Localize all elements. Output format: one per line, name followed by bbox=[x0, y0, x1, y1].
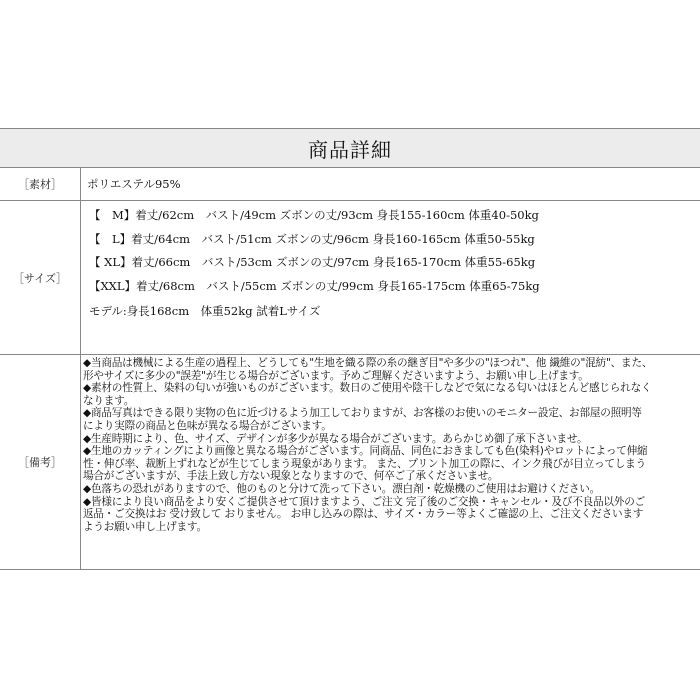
note-line: により実際の商品と色味が異なる場合がございます。 bbox=[83, 419, 332, 432]
material-row bbox=[0, 168, 700, 201]
page-title: 商品詳細 bbox=[308, 137, 392, 162]
note-line: ようお願い申し上げます。 bbox=[83, 520, 207, 533]
model-info: モデル:身長168cm 体重52kg 試着Lサイズ bbox=[89, 304, 321, 318]
note-line: なります。 bbox=[83, 394, 135, 407]
size-row bbox=[0, 201, 700, 355]
note-line: 返品・ご交換はお 受け致して おりません。 お申し込みの際は、サイズ・カラー等よくご確認の上、ご注文くださいます bbox=[83, 508, 644, 521]
size-line-l: 【 L】着丈/64cm バスト/51cm ズボンの丈/96cm 身長160-165cm 体重50-55kg bbox=[89, 231, 535, 246]
note-line: ◆生地のカッティングにより画像と異なる場合がございます。同商品、同色におきましても色(染料)やロットによって伸縮 bbox=[83, 445, 648, 458]
note-line: ◆商品写真はできる限り実物の色に近づけるよう加工しておりますが、お客様のお使いのモニター設定、お部屋の照明等 bbox=[83, 407, 642, 420]
note-line: 形やサイズに多少の"誤差"が生じる場合がございます。予めご理解くださいますよう、お願い申し上げます。 bbox=[83, 369, 589, 382]
note-line: 場合がございますが、手法上致し方ない現象となりますので、何卒ご了承くださいませ。 bbox=[83, 470, 499, 483]
product-details-table bbox=[0, 128, 700, 570]
notes-label: ［備考］ bbox=[0, 355, 81, 569]
note-line: ◆素材の性質上、染料の匂いが強いものがございます。数日のご使用や陰干しなどで気になる匂いはほとんど感じられなく bbox=[83, 382, 652, 395]
notes-content bbox=[81, 355, 700, 569]
note-line: 性・伸び率、裁断上ずれなどが生じてしまう現象があります。 また、プリント加工の際に、インク飛びが目立ってしまう bbox=[83, 457, 646, 470]
note-line: ◆当商品は機械による生産の過程上、どうしても"生地を織る際の糸の継ぎ目"や多少の"ほつれ"、他 繊維の"混紡"、また、 bbox=[83, 357, 653, 369]
size-line-xl: 【 XL】着丈/66cm バスト/53cm ズボンの丈/97cm 身長165-170cm 体重55-65kg bbox=[89, 255, 536, 269]
size-content bbox=[81, 201, 700, 354]
material-value: ポリエステル95% bbox=[87, 177, 181, 191]
title-bar bbox=[0, 129, 700, 168]
size-label: ［サイズ］ bbox=[0, 201, 81, 354]
note-line: ◆皆様により良い商品をより安くご提供させて頂けますよう、ご注文 完了後のご交換・キャンセル・及び不良品以外のご bbox=[83, 495, 645, 508]
note-line: ◆生産時期により、色、サイズ、デザインが多少が異なる場合がございます。あらかじめ御了承下さいませ。 bbox=[83, 432, 588, 445]
notes-row bbox=[0, 355, 700, 569]
size-line-xxl: 【XXL】着丈/68cm バスト/55cm ズボンの丈/99cm 身長165-175cm 体重65-75kg bbox=[89, 278, 540, 293]
size-line-m: 【 M】着丈/62cm バスト/49cm ズボンの丈/93cm 身長155-160cm 体重40-50kg bbox=[89, 208, 539, 222]
note-line: ◆色落ちの恐れがありますので、他のものと分けて洗って下さい。漂白剤・乾燥機のご使用はお避けください。 bbox=[83, 482, 601, 495]
material-label: ［素材］ bbox=[0, 168, 81, 200]
